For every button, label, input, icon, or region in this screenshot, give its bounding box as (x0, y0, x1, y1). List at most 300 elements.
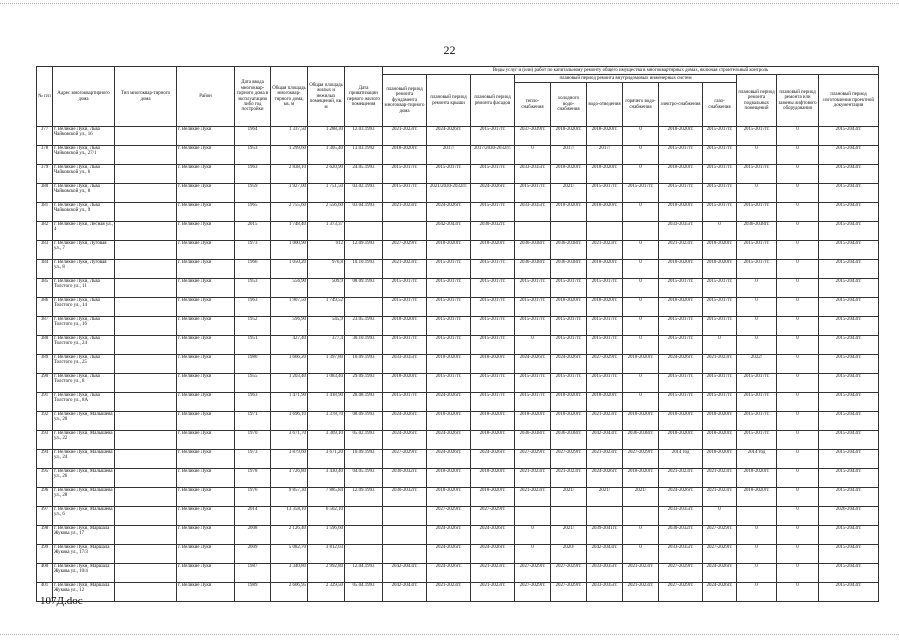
cell-facade-period: 2018-2020гг. (471, 469, 515, 488)
cell-address: г. Великие Луки, Льва Толстого ул., 24 (53, 336, 115, 355)
cell-cold-water-period: 2015-2017гг. (551, 317, 587, 336)
cell-privatization-date: 08.09.1993 (345, 279, 383, 298)
cell-gas-period: 2015-2017гг. (703, 374, 737, 393)
cell-electric-period: 2015-2017гг. (659, 336, 703, 355)
cell-district: г. Великие Луки (177, 203, 235, 222)
cell-row-number: 392 (37, 412, 53, 431)
cell-living-area: 2 556,60 (308, 203, 345, 222)
cell-privatization-date: 30.10.1993 (345, 336, 383, 355)
cell-basement-period: 2018-2020гг. (737, 488, 777, 507)
cell-row-number: 396 (37, 488, 53, 507)
cell-facade-period: 2018-2020гг. (471, 412, 515, 431)
capital-repair-table (36, 66, 879, 602)
cell-cold-water-period: 2024-2026гг. (551, 355, 587, 374)
cell-house-type (115, 260, 177, 279)
cell-hot-water-period: 0 (623, 260, 659, 279)
table-row (37, 412, 879, 431)
cell-living-area: 1 751,50 (308, 184, 345, 203)
col-header-num: № п/п (37, 67, 53, 127)
col-header-type: Тип многоквар-тирного дома (115, 67, 177, 127)
cell-year: 2008 (235, 526, 271, 545)
cell-design-docs-period: 2015-2043гг. (819, 374, 879, 393)
cell-district: г. Великие Луки (177, 222, 235, 241)
cell-electric-period: 2024-2026гг. (659, 488, 703, 507)
cell-address: г. Великие Луки, Малышева ул., 28 (53, 488, 115, 507)
cell-elevator-period: 0 (777, 393, 819, 412)
cell-total-area: 2 606,95 (271, 583, 308, 602)
cell-total-area: 3 340,80 (271, 564, 308, 583)
cell-row-number: 385 (37, 279, 53, 298)
cell-roof-period: 2024-2026гг. (427, 450, 471, 469)
cell-hot-water-period: 2021/ (623, 488, 659, 507)
cell-address: г. Великие Луки, Льва Толстого ул., 8А (53, 393, 115, 412)
cell-living-area: 3 671,20 (308, 450, 345, 469)
cell-roof-period: 2018-2020гг. (427, 241, 471, 260)
cell-year: 1953 (235, 279, 271, 298)
cell-gas-period: 0 (703, 507, 737, 526)
cell-electric-period: 2018-2020гг. (659, 298, 703, 317)
cell-address: г. Великие Луки, Льва Чайковской ул., 16 (53, 127, 115, 146)
cell-year: 1966 (235, 260, 271, 279)
cell-facade-period: 2015-2017гг. (471, 165, 515, 184)
cell-elevator-period: 0 (777, 431, 819, 450)
cell-row-number: 390 (37, 374, 53, 393)
cell-foundation-period: 2018-2020гг. (383, 374, 427, 393)
cell-roof-period: 2027-2029гг. (427, 507, 471, 526)
cell-living-area: 912 (308, 241, 345, 260)
cell-living-area: 377,4 (308, 336, 345, 355)
cell-gas-period: 2024-2026гг. (703, 564, 737, 583)
table-row (37, 165, 879, 184)
cell-foundation-period: 2018-2020гг. (383, 146, 427, 165)
cell-facade-period: 2030-2032гг. (471, 222, 515, 241)
cell-living-area: 976,8 (308, 260, 345, 279)
cell-hot-water-period: 2036-2038гг. (623, 431, 659, 450)
cell-district: г. Великие Луки (177, 336, 235, 355)
cell-cold-water-period: 2018-2020гг. (551, 165, 587, 184)
cell-gas-period: 2018-2020гг. (703, 431, 737, 450)
cell-heat-period: 0 (515, 336, 551, 355)
cell-gas-period: 2015-2017гг. (703, 184, 737, 203)
table-row (37, 317, 879, 336)
cell-heat-period: 2015-2017гг. (515, 317, 551, 336)
cell-sewer-period: 2015-2017гг. (587, 317, 623, 336)
cell-basement-period: 2015-2017гг. (737, 165, 777, 184)
cell-year: 1951 (235, 336, 271, 355)
cell-cold-water-period (551, 222, 587, 241)
cell-privatization-date: 12.09.1993 (345, 488, 383, 507)
cell-sewer-period: 2021/ (587, 488, 623, 507)
cell-row-number: 388 (37, 336, 53, 355)
cell-facade-period: 2018-2020гг. (471, 431, 515, 450)
cell-year: 1963 (235, 393, 271, 412)
table-row (37, 222, 879, 241)
cell-design-docs-period: 2026-2043гг. (819, 507, 879, 526)
cell-foundation-period (383, 222, 427, 241)
cell-hot-water-period: 2021-2023гг. (623, 564, 659, 583)
cell-heat-period: 2015-2017гг. (515, 279, 551, 298)
col-header-privatization: Дата приватизации первого жилого помещения (345, 67, 383, 127)
cell-cold-water-period: 2018-2020гг. (551, 298, 587, 317)
cell-facade-period: 2021-2023гг. (471, 583, 515, 602)
cell-facade-period: 2015-2017гг. (471, 203, 515, 222)
cell-year: 1965 (235, 203, 271, 222)
cell-house-type (115, 564, 177, 583)
cell-district: г. Великие Луки (177, 450, 235, 469)
cell-design-docs-period: 2015-2043гг. (819, 127, 879, 146)
cell-elevator-period: 0 (777, 127, 819, 146)
col-header-year: Дата ввода многоквар-тирного дома в эксплуатацию либо год постройки (235, 67, 271, 127)
cell-roof-period: 2024-2026гг. (427, 526, 471, 545)
cell-roof-period: 2015-2017гг. (427, 165, 471, 184)
cell-foundation-period: 2015-2017гг. (383, 393, 427, 412)
cell-hot-water-period: 0 (623, 374, 659, 393)
cell-total-area: 1 299,60 (271, 146, 308, 165)
cell-cold-water-period: 2027-2029гг. (551, 450, 587, 469)
cell-address: г. Великие Луки, Льва Чайковской ул., 8 (53, 184, 115, 203)
cell-cold-water-period: 2017/ (551, 146, 587, 165)
cell-hot-water-period: 2018-2020гг. (623, 355, 659, 374)
cell-sewer-period: 2018-2020гг. (587, 393, 623, 412)
cell-hot-water-period: 0 (623, 317, 659, 336)
cell-house-type (115, 222, 177, 241)
table-row (37, 450, 879, 469)
cell-district: г. Великие Луки (177, 146, 235, 165)
cell-cold-water-period (551, 507, 587, 526)
cell-design-docs-period: 2015-2043гг. (819, 241, 879, 260)
cell-sewer-period: 2018-2020гг. (587, 298, 623, 317)
cell-facade-period: 2018-2020гг. (471, 488, 515, 507)
cell-electric-period: 2033-2035гг. (659, 545, 703, 564)
cell-year: 1952 (235, 317, 271, 336)
cell-year: 1973 (235, 241, 271, 260)
cell-living-area: 1 418,90 (308, 393, 345, 412)
col-header-address: Адрес многоквартирного дома (53, 67, 115, 127)
cell-living-area: 6 502,10 (308, 507, 345, 526)
cell-foundation-period: 2021-2023гг. (383, 260, 427, 279)
cell-hot-water-period: 2018-2020гг. (623, 469, 659, 488)
cell-sewer-period: 2015-2017гг. (587, 336, 623, 355)
cell-sewer-period: 2021-2023гг. (587, 241, 623, 260)
cell-roof-period: 2021-2023гг. (427, 583, 471, 602)
cell-privatization-date: 12.03.1993 (345, 127, 383, 146)
table-row (37, 545, 879, 564)
cell-year: 1963 (235, 165, 271, 184)
cell-house-type (115, 507, 177, 526)
cell-address: г. Великие Луки, Маршала Жукова ул., 17/3 (53, 545, 115, 564)
cell-sewer-period: 2018-2020гг. (587, 127, 623, 146)
cell-design-docs-period: 2015-2043гг. (819, 583, 879, 602)
cell-roof-period: 2017/ (427, 146, 471, 165)
cell-facade-period: 2024-2026гг. (471, 545, 515, 564)
cell-total-area: 556,90 (271, 279, 308, 298)
table-row (37, 127, 879, 146)
cell-privatization-date: 05.02.1993 (345, 431, 383, 450)
cell-address: г. Великие Луки, Лесная ул., 4 (53, 222, 115, 241)
cell-foundation-period: 2027-2029гг. (383, 241, 427, 260)
cell-foundation-period: 2015-2017гг. (383, 184, 427, 203)
cell-house-type (115, 355, 177, 374)
col-header-total-area: Общая площадь многоквар-тирного дома, кв. м (271, 67, 308, 127)
cell-basement-period: 0 (737, 545, 777, 564)
table-row (37, 146, 879, 165)
cell-sewer-period: 2015-2017гг. (587, 374, 623, 393)
cell-district: г. Великие Луки (177, 545, 235, 564)
cell-gas-period: 2015-2017гг. (703, 146, 737, 165)
cell-year: 1987 (235, 564, 271, 583)
cell-design-docs-period: 2015-2043гг. (819, 545, 879, 564)
cell-facade-period: 2024-2026гг. (471, 450, 515, 469)
cell-elevator-period: 0 (777, 469, 819, 488)
cell-row-number: 397 (37, 507, 53, 526)
cell-total-area: 3 726,80 (271, 469, 308, 488)
cell-privatization-date: 13.03.1992 (345, 146, 383, 165)
cell-heat-period: 2036-2038гг. (515, 260, 551, 279)
cell-row-number: 380 (37, 184, 53, 203)
cell-heat-period: 0 (515, 146, 551, 165)
cell-row-number: 378 (37, 146, 53, 165)
cell-total-area: 1 927,00 (271, 184, 308, 203)
cell-roof-period: 2015-2017гг. (427, 298, 471, 317)
cell-cold-water-period: 2021/ (551, 526, 587, 545)
cell-total-area: 1 907,50 (271, 298, 308, 317)
table-row (37, 583, 879, 602)
cell-hot-water-period: 0 (623, 203, 659, 222)
cell-heat-period (515, 222, 551, 241)
table-row (37, 184, 879, 203)
cell-electric-period: 2015-2017гг. (659, 184, 703, 203)
cell-gas-period: 2018-2020гг. (703, 260, 737, 279)
cell-address: г. Великие Луки, Льва Толстого ул., 14 (53, 298, 115, 317)
cell-house-type (115, 545, 177, 564)
cell-basement-period: 2036-2038гг. (737, 222, 777, 241)
cell-year: 1959 (235, 184, 271, 203)
cell-privatization-date: 10.10.1993 (345, 260, 383, 279)
cell-electric-period: 2015-2017гг. (659, 393, 703, 412)
col-header-electric: электро-снабжения (659, 83, 703, 127)
cell-privatization-date: 29.09.1993 (345, 374, 383, 393)
cell-design-docs-period: 2015-2043гг. (819, 469, 879, 488)
col-header-roof: плановый период ремонта крыши (427, 75, 471, 127)
cell-privatization-date: 04.05.1993 (345, 469, 383, 488)
cell-district: г. Великие Луки (177, 298, 235, 317)
cell-row-number: 400 (37, 564, 53, 583)
cell-roof-period: 2024-2026гг. (427, 203, 471, 222)
cell-living-area: 3 812,03 (308, 545, 345, 564)
cell-privatization-date: 23.05.1993 (345, 317, 383, 336)
cell-address: г. Великие Луки, Маршала Жукова ул., 10/4 (53, 564, 115, 583)
cell-hot-water-period: 2027-2029гг. (623, 450, 659, 469)
cell-cold-water-period: 2027-2029гг. (551, 564, 587, 583)
col-header-design-docs: плановый период изготовления проектной документации (819, 75, 879, 127)
cell-elevator-period: 0 (777, 184, 819, 203)
cell-facade-period: 2015-2017гг. (471, 317, 515, 336)
cell-sewer-period: 2033-2035гг. (587, 564, 623, 583)
cell-living-area: 7 885,84 (308, 488, 345, 507)
cell-design-docs-period: 2015-2043гг. (819, 450, 879, 469)
cell-elevator-period: 0 (777, 355, 819, 374)
cell-basement-period: 0 (737, 526, 777, 545)
cell-privatization-date: 03.04.1993 (345, 203, 383, 222)
cell-heat-period: 2033-2035гг. (515, 165, 551, 184)
cell-sewer-period (587, 222, 623, 241)
cell-facade-period: 2015-2017гг. (471, 260, 515, 279)
cell-facade-period: 2015-2017гг. (471, 393, 515, 412)
cell-living-area: 1 373,37 (308, 222, 345, 241)
cell-foundation-period: 2015-2017гг. (383, 279, 427, 298)
cell-gas-period: 2015-2017гг. (703, 317, 737, 336)
cell-basement-period: 0 (737, 298, 777, 317)
cell-elevator-period: 0 (777, 279, 819, 298)
cell-privatization-date (345, 222, 383, 241)
cell-gas-period: 2021-2023гг. (703, 469, 737, 488)
col-header-basement: плановый период ремонта подвальных помещений (737, 75, 777, 127)
cell-foundation-period: 2018-2020гг. (383, 317, 427, 336)
cell-hot-water-period: 0 (623, 298, 659, 317)
cell-total-area: 1 203,40 (271, 374, 308, 393)
cell-foundation-period: 2030-2032гг. (383, 469, 427, 488)
cell-foundation-period: 2015-2017гг. (383, 336, 427, 355)
cell-cold-water-period: 2020/ (551, 545, 587, 564)
cell-hot-water-period: 0 (623, 336, 659, 355)
cell-heat-period: 2015-2017гг. (515, 184, 551, 203)
cell-house-type (115, 583, 177, 602)
cell-heat-period: 2027-2029гг. (515, 450, 551, 469)
col-header-hot-water: горячего водо-снабжения (623, 83, 659, 127)
cell-sewer-period: 2021-2023гг. (587, 450, 623, 469)
cell-electric-period: 2015-2017гг. (659, 146, 703, 165)
cell-sewer-period: 2017/ (587, 146, 623, 165)
cell-roof-period: 2015-2017гг. (427, 317, 471, 336)
cell-foundation-period: 2024-2026гг. (383, 431, 427, 450)
cell-electric-period: 2018-2020гг. (659, 431, 703, 450)
cell-heat-period: 2015-2017гг. (515, 298, 551, 317)
cell-roof-period: 2018-2020гг. (427, 355, 471, 374)
cell-heat-period: 2027-2029гг. (515, 583, 551, 602)
cell-house-type (115, 393, 177, 412)
cell-gas-period: 2015-2017гг. (703, 298, 737, 317)
cell-elevator-period: 0 (777, 545, 819, 564)
cell-house-type (115, 146, 177, 165)
cell-living-area: 3 378,70 (308, 412, 345, 431)
cell-elevator-period: 0 (777, 583, 819, 602)
cell-electric-period: 2015-2017гг. (659, 317, 703, 336)
cell-hot-water-period: 0 (623, 393, 659, 412)
cell-heat-period: 2021-2023гг. (515, 469, 551, 488)
table-body (37, 127, 879, 602)
cell-sewer-period: 2018-2020гг. (587, 165, 623, 184)
table-row (37, 431, 879, 450)
page-number: 22 (443, 43, 456, 57)
table-row (37, 355, 879, 374)
col-header-facade: плановый период ремонта фасадов (471, 75, 515, 127)
cell-heat-period: 2024-2026гг. (515, 355, 551, 374)
cell-electric-period: 2018-2020гг. (659, 127, 703, 146)
cell-design-docs-period: 2015-2043гг. (819, 336, 879, 355)
cell-total-area: 9 857,30 (271, 488, 308, 507)
cell-house-type (115, 241, 177, 260)
cell-roof-period: 2042-2043гг. (427, 222, 471, 241)
cell-sewer-period: 2033-2035гг. (587, 583, 623, 602)
cell-foundation-period (383, 507, 427, 526)
cell-electric-period: 2014 год (659, 450, 703, 469)
cell-foundation-period: 2015-2017гг. (383, 165, 427, 184)
cell-row-number: 393 (37, 431, 53, 450)
col-header-living-area: Общая площадь жилых и нежилых помещений, кв. м (308, 67, 345, 127)
cell-total-area: 2 755,60 (271, 203, 308, 222)
cell-privatization-date (345, 545, 383, 564)
col-header-heat: тепло-снабжения (515, 83, 551, 127)
cell-facade-period: 2024-2026гг. (471, 184, 515, 203)
cell-row-number: 384 (37, 260, 53, 279)
table-row (37, 564, 879, 583)
cell-basement-period: 0 (737, 279, 777, 298)
cell-house-type (115, 127, 177, 146)
cell-hot-water-period: 0 (623, 279, 659, 298)
cell-living-area: 1 083,40 (308, 374, 345, 393)
cell-heat-period: 0 (515, 545, 551, 564)
cell-elevator-period: 0 (777, 412, 819, 431)
cell-cold-water-period: 2015-2017гг. (551, 279, 587, 298)
cell-district: г. Великие Луки (177, 469, 235, 488)
cell-hot-water-period: 0 (623, 165, 659, 184)
cell-sewer-period: 2018-2020гг. (587, 203, 623, 222)
cell-gas-period: 2021-2023гг. (703, 488, 737, 507)
cell-privatization-date: 10.09.1993 (345, 450, 383, 469)
cell-foundation-period: 2024-2026гг. (383, 412, 427, 431)
cell-roof-period: 2021/2030-2032гг. (427, 184, 471, 203)
cell-hot-water-period: 0 (623, 146, 659, 165)
table-row (37, 336, 879, 355)
cell-total-area: 1 337,50 (271, 127, 308, 146)
cell-hot-water-period: 0 (623, 127, 659, 146)
cell-row-number: 394 (37, 450, 53, 469)
cell-living-area: 1 749,52 (308, 298, 345, 317)
cell-privatization-date: 05.04.1993 (345, 583, 383, 602)
cell-address: г. Великие Луки, Льва Толстого ул., 25 (53, 355, 115, 374)
cell-year: 1953 (235, 146, 271, 165)
cell-address: г. Великие Луки, Льва Толстого ул., 16 (53, 317, 115, 336)
table-row (37, 203, 879, 222)
cell-address: г. Великие Луки, Малышева ул., 22 (53, 431, 115, 450)
col-header-elevator: плановый период ремонта или замены лифтового оборудования (777, 75, 819, 127)
cell-address: г. Великие Луки, Малышева ул., 26 (53, 469, 115, 488)
cell-design-docs-period: 2015-2043гг. (819, 317, 879, 336)
cell-design-docs-period: 2015-2043гг. (819, 488, 879, 507)
cell-facade-period: 2015-2017гг. (471, 279, 515, 298)
cell-foundation-period: 2030-2032гг. (383, 488, 427, 507)
cell-year: 1970 (235, 431, 271, 450)
cell-design-docs-period: 2015-2043гг. (819, 279, 879, 298)
cell-address: г. Великие Луки, Луговая ул., 7 (53, 241, 115, 260)
cell-facade-period: 2015-2017гг. (471, 336, 515, 355)
cell-cold-water-period: 2018-2020гг. (551, 412, 587, 431)
cell-row-number: 383 (37, 241, 53, 260)
cell-district: г. Великие Луки (177, 393, 235, 412)
table-row (37, 526, 879, 545)
cell-design-docs-period: 2015-2043гг. (819, 355, 879, 374)
cell-row-number: 386 (37, 298, 53, 317)
cell-address: г. Великие Луки, Малышева ул., 20 (53, 412, 115, 431)
cell-heat-period (515, 507, 551, 526)
cell-basement-period: 2015-2017гг. (737, 412, 777, 431)
cell-design-docs-period: 2015-2043гг. (819, 146, 879, 165)
cell-row-number: 401 (37, 583, 53, 602)
cell-cold-water-period: 2018-2020гг. (551, 127, 587, 146)
cell-elevator-period: 0 (777, 450, 819, 469)
cell-cold-water-period: 2036-2038гг. (551, 260, 587, 279)
cell-hot-water-period: 2018-2020гг. (623, 412, 659, 431)
